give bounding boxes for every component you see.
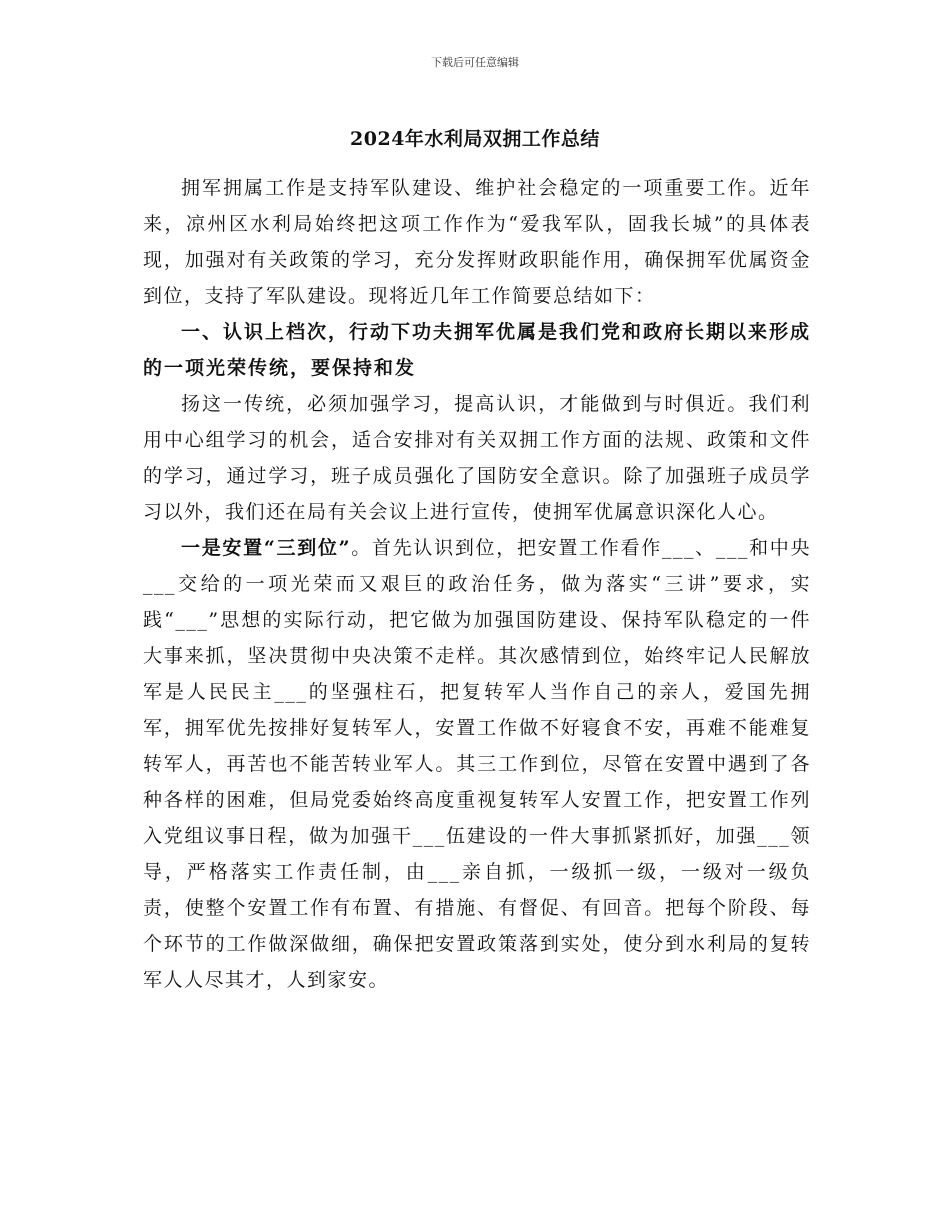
page-header-note: 下载后可任意编辑 bbox=[431, 56, 519, 69]
point-1-lead: 一是安置“三到位” bbox=[181, 537, 352, 559]
document-body bbox=[143, 170, 811, 998]
intro-paragraph: 拥军拥属工作是支持军队建设、维护社会稳定的一项重要工作。近年来，凉州区水利局始终把这项工作作为“爱我军队，固我长城”的具体表现，加强对有关政策的学习，充分发挥财政职能作用，确保拥军优属资金到位，支持了军队建设。现将近几年工作简要总结如下： bbox=[143, 177, 811, 307]
point-1-paragraph bbox=[143, 530, 811, 998]
point-1-body: 。首先认识到位，把安置工作看作___、___和中央___交给的一项光荣而又艰巨的政治任务，做为落实“三讲”要求，实践“___”思想的实际行动，把它做为加强国防建设、保持军队稳定的一件大事来抓，坚决贯彻中央决策不走样。其次感情到位，始终牢记人民解放军是人民民主___的坚强柱石，把复转军人当作自己的亲人，爱国先拥军，拥军优先按排好复转军人，安置工作做不好寝食不安，再难不能难复转军人，再苦也不能苦转业军人。其三工作到位，尽管在安置中遇到了各种各样的困难，但局党委始终高度重视复转军人安置工作，把安置工作列入党组议事日程，做为加强干___伍建设的一件大事抓紧抓好，加强___领导，严格落实工作责任制，由___亲自抓，一级抓一级，一级对一级负责，使整个安置工作有布置、有措施、有督促、有回音。把每个阶段、每个环节的工作做深做细，确保把安置政策落到实处，使分到水利局的复转军人人尽其才，人到家安。 bbox=[143, 537, 811, 991]
document-title: 2024年水利局双拥工作总结 bbox=[350, 128, 600, 150]
section-heading-1: 一、认识上档次，行动下功夫拥军优属是我们党和政府长期以来形成的一项光荣传统，要保持和发 bbox=[143, 321, 812, 379]
section-1-paragraph: 扬这一传统，必须加强学习，提高认识，才能做到与时俱近。我们利用中心组学习的机会，适合安排对有关双拥工作方面的法规、政策和文件的学习，通过学习，班子成员强化了国防安全意识。除了加强班子成员学习以外，我们还在局有关会议上进行宣传，使拥军优属意识深化人心。 bbox=[143, 393, 811, 523]
